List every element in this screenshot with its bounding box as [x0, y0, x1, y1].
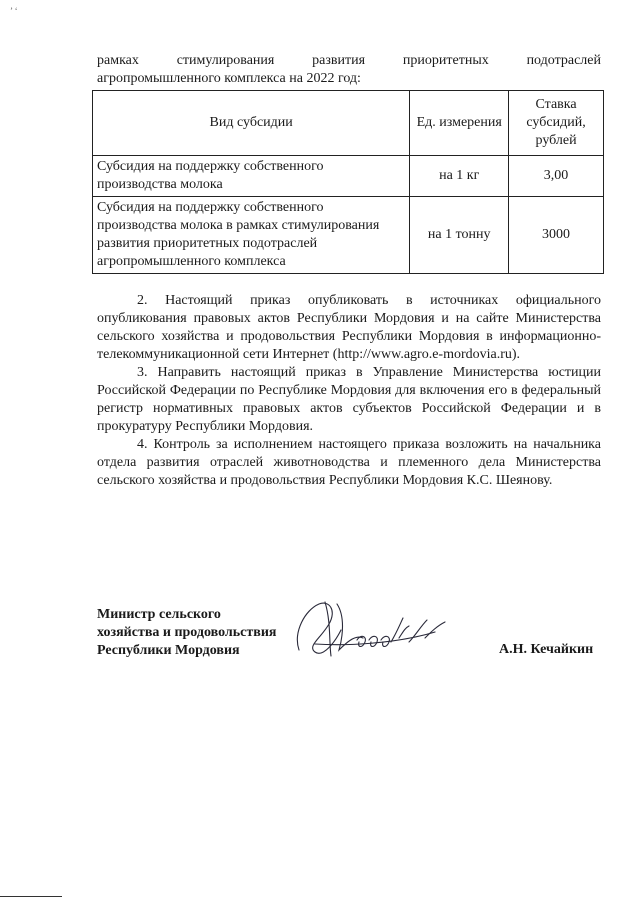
cell-rate: 3000 — [509, 197, 604, 274]
table-row — [93, 197, 604, 274]
paragraph-3: 3. Направить настоящий приказ в Управление Министерства юстиции Российской Федерации по Республике Мордовия для включения его в федеральный регистр нормативных правовых актов субъектов Российской Федерации и в прокуратуру Республики Мордовия. — [97, 365, 601, 434]
signatory-title-line: Министр сельского — [97, 607, 221, 622]
table-header-row — [93, 91, 604, 156]
scan-corner-marks: ’ ‘ — [10, 6, 18, 16]
paragraph-4: 4. Контроль за исполнением настоящего приказа возложить на начальника отдела развития отраслей животноводства и племенного дела Министерства сельского хозяйства и продовольствия Республики Мордовия К.С. Шеянову. — [97, 437, 601, 488]
intro-word: подотраслей — [526, 53, 601, 68]
subsidy-table — [92, 90, 604, 274]
signatory-title-line: Республики Мордовия — [97, 643, 240, 658]
intro-word: развития — [312, 53, 366, 68]
intro-word: рамках — [97, 53, 139, 68]
footer-rule — [0, 896, 62, 897]
intro-text — [97, 52, 601, 88]
intro-word: приоритетных — [402, 53, 489, 68]
cell-unit: на 1 кг — [410, 156, 509, 197]
cell-subsidy-name: Субсидия на поддержку собственного производства молока — [93, 156, 410, 197]
signatory-title — [97, 606, 276, 660]
header-unit: Ед. измерения — [410, 91, 509, 156]
header-rate: Ставка субсидий, рублей — [509, 91, 604, 156]
intro-line-1 — [97, 52, 601, 70]
handwritten-signature — [285, 592, 455, 662]
signatory-title-line: хозяйства и продовольствия — [97, 625, 277, 640]
order-body — [97, 292, 601, 490]
paragraph-2: 2. Настоящий приказ опубликовать в источниках официального опубликования правовых актов Республики Мордовия и на сайте Министерства сельского хозяйства и продовольствия Республики Мордовия в информационно-телекоммуникационной сети Интернет (http://www.agro.e-mordovia.ru). — [97, 293, 601, 362]
cell-subsidy-name: Субсидия на поддержку собственного производства молока в рамках стимулирования развития приоритетных подотраслей агропромышленного комплекса — [93, 197, 410, 274]
table-row — [93, 156, 604, 197]
signatory-name: А.Н. Кечайкин — [499, 642, 594, 657]
header-subsidy-type: Вид субсидии — [93, 91, 410, 156]
intro-word: стимулирования — [176, 53, 275, 68]
cell-rate: 3,00 — [509, 156, 604, 197]
intro-line-2: агропромышленного комплекса на 2022 год: — [97, 71, 361, 86]
cell-unit: на 1 тонну — [410, 197, 509, 274]
